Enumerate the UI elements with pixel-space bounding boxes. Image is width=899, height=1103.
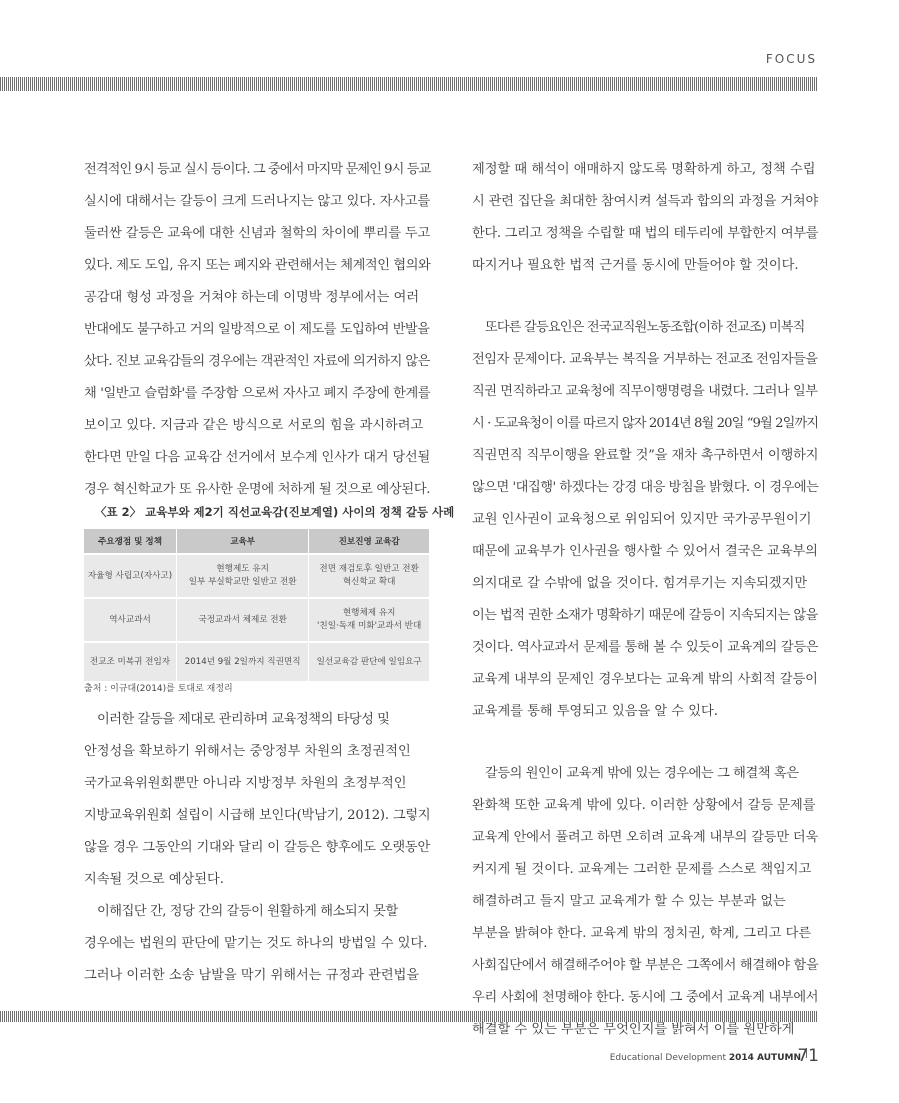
- footer-rule: [0, 1011, 818, 1022]
- text-line: 않을 경우 그동안의 기대와 달리 이 갈등은 향후에도 오랫동안: [84, 840, 431, 855]
- text-line: 부분을 밝혀야 한다. 교육계 밖의 정치권, 학계, 그리고 다른: [472, 926, 812, 941]
- text-line: 교원 인사권이 교육청으로 위임되어 있지만 국가공무원이기: [472, 512, 812, 527]
- publication-name: Educational Development: [609, 1053, 726, 1063]
- table-source: 출처 : 이규대(2014)를 토대로 재정리: [84, 684, 233, 694]
- text-line: 채 '일반고 슬럼화'를 주장함 으로써 자사고 폐지 주장에 한계를: [84, 386, 431, 401]
- text-line: 둘러싼 갈등은 교육에 대한 신념과 철학의 차이에 뿌리를 두고: [84, 226, 431, 241]
- text-line: 경우 혁신학교가 또 유사한 운명에 처하게 될 것으로 예상된다.: [84, 482, 431, 497]
- left-paragraph-1: [84, 154, 430, 506]
- page-number: 71: [797, 1046, 819, 1066]
- text-line: 갈등의 원인이 교육계 밖에 있는 경우에는 그 해결책 혹은: [485, 766, 799, 781]
- table-cell: 자율형 사립고(자사고): [84, 554, 177, 598]
- text-line: 커지게 될 것이다. 교육계는 그러한 문제를 스스로 책임지고: [472, 862, 812, 877]
- text-line: 이해집단 간, 정당 간의 갈등이 원활하게 해소되지 못할: [97, 904, 398, 919]
- text-line: 지속될 것으로 예상된다.: [84, 872, 224, 887]
- text-line: 직권면직 직무이행을 완료할 것”을 재차 촉구하면서 이행하지: [472, 448, 819, 463]
- right-paragraph-2: [472, 312, 818, 728]
- text-line: 교육계 안에서 풀려고 하면 오히려 교육계 내부의 갈등만 더욱: [472, 830, 819, 845]
- text-line: 직권 면직하라고 교육청에 직무이행명령을 내렸다. 그러나 일부: [472, 384, 818, 399]
- table-cell: 역사교과서: [84, 598, 177, 642]
- text-line: 실시에 대해서는 갈등이 크게 드러나지는 않고 있다. 자사고를: [84, 194, 431, 209]
- text-line: 샀다. 진보 교육감들의 경우에는 객관적인 자료에 의거하지 않은: [84, 354, 430, 369]
- table-cell: 현행제도 유지 일부 부실학교만 일반고 전환: [177, 554, 309, 598]
- right-paragraph-3: [472, 758, 818, 1046]
- issue-label: 2014 AUTUMN: [728, 1053, 801, 1063]
- text-line: 한다면 만일 다음 교육감 선거에서 보수계 인사가 대거 당선될: [84, 450, 431, 465]
- text-line: 해결할 수 있는 부분은 무엇인지를 밝혀서 이를 원만하게: [472, 1022, 795, 1037]
- text-line: 제정할 때 해석이 애매하지 않도록 명확하게 하고, 정책 수립: [472, 162, 816, 177]
- text-line: 경우에는 법원의 판단에 맡기는 것도 하나의 방법일 수 있다.: [84, 936, 428, 951]
- text-line: 시 관련 집단을 최대한 참여시켜 설득과 합의의 과정을 거쳐야: [472, 194, 819, 209]
- text-line: 이러한 갈등을 제대로 관리하며 교육정책의 타당성 및: [97, 712, 390, 727]
- paragraph-gap: [472, 728, 818, 758]
- table-cell: 전면 재검토후 일반고 전환 혁신학교 확대: [309, 554, 430, 598]
- text-line: 시 · 도교육청이 이를 따르지 않자 2014년 8월 20일 “9월 2일까지: [472, 416, 819, 431]
- text-line: 때문에 교육부가 인사권을 행사할 수 있어서 결국은 교육부의: [472, 544, 818, 559]
- text-line: 우리 사회에 천명해야 한다. 동시에 그 중에서 교육계 내부에서: [472, 990, 819, 1005]
- text-line: 그러나 이러한 소송 남발을 막기 위해서는 규정과 관련법을: [84, 968, 420, 983]
- table-cell: 현행체제 유지 '친일·독재 미화'교과서 반대: [309, 598, 430, 642]
- right-column: [472, 154, 818, 1046]
- text-line: 교육계 내부의 문제인 경우보다는 교육계 밖의 사회적 갈등이: [472, 672, 818, 687]
- table-row: [84, 554, 430, 598]
- table-title: 〈표 2〉 교육부와 제2기 직선교육감(진보계열) 사이의 정책 갈등 사례: [95, 505, 455, 519]
- section-label: FOCUS: [765, 52, 817, 66]
- header-ministry: 교육부: [177, 529, 309, 554]
- text-line: 공감대 형성 과정을 거쳐야 하는데 이명박 정부에서는 여러: [84, 290, 420, 305]
- text-line: 해결하려고 들지 말고 교육계가 할 수 있는 부분과 없는: [472, 894, 786, 909]
- table-header-row: [84, 529, 430, 554]
- text-line: 또다른 갈등요인은 전국교직원노동조합(이하 전교조) 미복직: [485, 320, 805, 335]
- table-row: [84, 598, 430, 642]
- header-issue: 주요쟁점 및 정책: [84, 529, 177, 554]
- text-line: 안정성을 확보하기 위해서는 중앙정부 차원의 초정권적인: [84, 744, 411, 759]
- text-line: 교육계를 통해 투영되고 있음을 알 수 있다.: [472, 704, 718, 719]
- table-cell: 전교조 미복귀 전임자: [84, 642, 177, 682]
- text-line: 사회집단에서 해결해주어야 할 부분은 그쪽에서 해결해야 함을: [472, 958, 819, 973]
- table-cell: 국정교과서 체제로 전환: [177, 598, 309, 642]
- right-paragraph-1: [472, 154, 818, 282]
- left-column-lower: [84, 704, 430, 992]
- text-line: 전격적인 9시 등교 실시 등이다. 그 중에서 마지막 문제인 9시 등교: [84, 162, 431, 177]
- text-line: 한다. 그리고 정책을 수립할 때 법의 테두리에 부합한지 여부를: [472, 226, 819, 241]
- table-row: [84, 642, 430, 682]
- text-line: 따지거나 필요한 법적 근거를 동시에 만들어야 할 것이다.: [472, 258, 799, 273]
- text-line: 국가교육위원회뿐만 아니라 지방정부 차원의 초정부적인: [84, 776, 407, 791]
- left-paragraph-3: [84, 896, 430, 992]
- text-line: 지방교육위원회 설립이 시급해 보인다(박남기, 2012). 그렇지: [84, 808, 431, 823]
- footer-text: [610, 1053, 801, 1063]
- text-line: 있다. 제도 도입, 유지 또는 폐지와 관련해서는 체계적인 협의와: [84, 258, 431, 273]
- left-column: [84, 154, 430, 506]
- text-line: 의지대로 갈 수밖에 없을 것이다. 힘겨루기는 지속되겠지만: [472, 576, 808, 591]
- left-paragraph-2: [84, 704, 430, 896]
- paragraph-gap: [472, 282, 818, 312]
- text-line: 보이고 있다. 지금과 같은 방식으로 서로의 힘을 과시하려고: [84, 418, 424, 433]
- text-line: 이는 법적 권한 소재가 명확하기 때문에 갈등이 지속되지는 않을: [472, 608, 818, 623]
- text-line: 것이다. 역사교과서 문제를 통해 볼 수 있듯이 교육계의 갈등은: [472, 640, 819, 655]
- header-progressive: 진보진영 교육감: [309, 529, 430, 554]
- header-rule: [0, 77, 818, 91]
- table-cell: 일선교육감 판단에 일임요구: [309, 642, 430, 682]
- text-line: 반대에도 불구하고 거의 일방적으로 이 제도를 도입하여 반발을: [84, 322, 430, 337]
- text-line: 전임자 문제이다. 교육부는 복직을 거부하는 전교조 전임자들을: [472, 352, 818, 367]
- policy-conflict-table: [84, 529, 430, 683]
- text-line: 완화책 또한 교육계 밖에 있다. 이러한 상황에서 갈등 문제를: [472, 798, 816, 813]
- text-line: 않으면 '대집행' 하겠다는 강경 대응 방침을 밝혔다. 이 경우에는: [472, 480, 819, 495]
- table-cell: 2014년 9월 2일까지 직권면직: [177, 642, 309, 682]
